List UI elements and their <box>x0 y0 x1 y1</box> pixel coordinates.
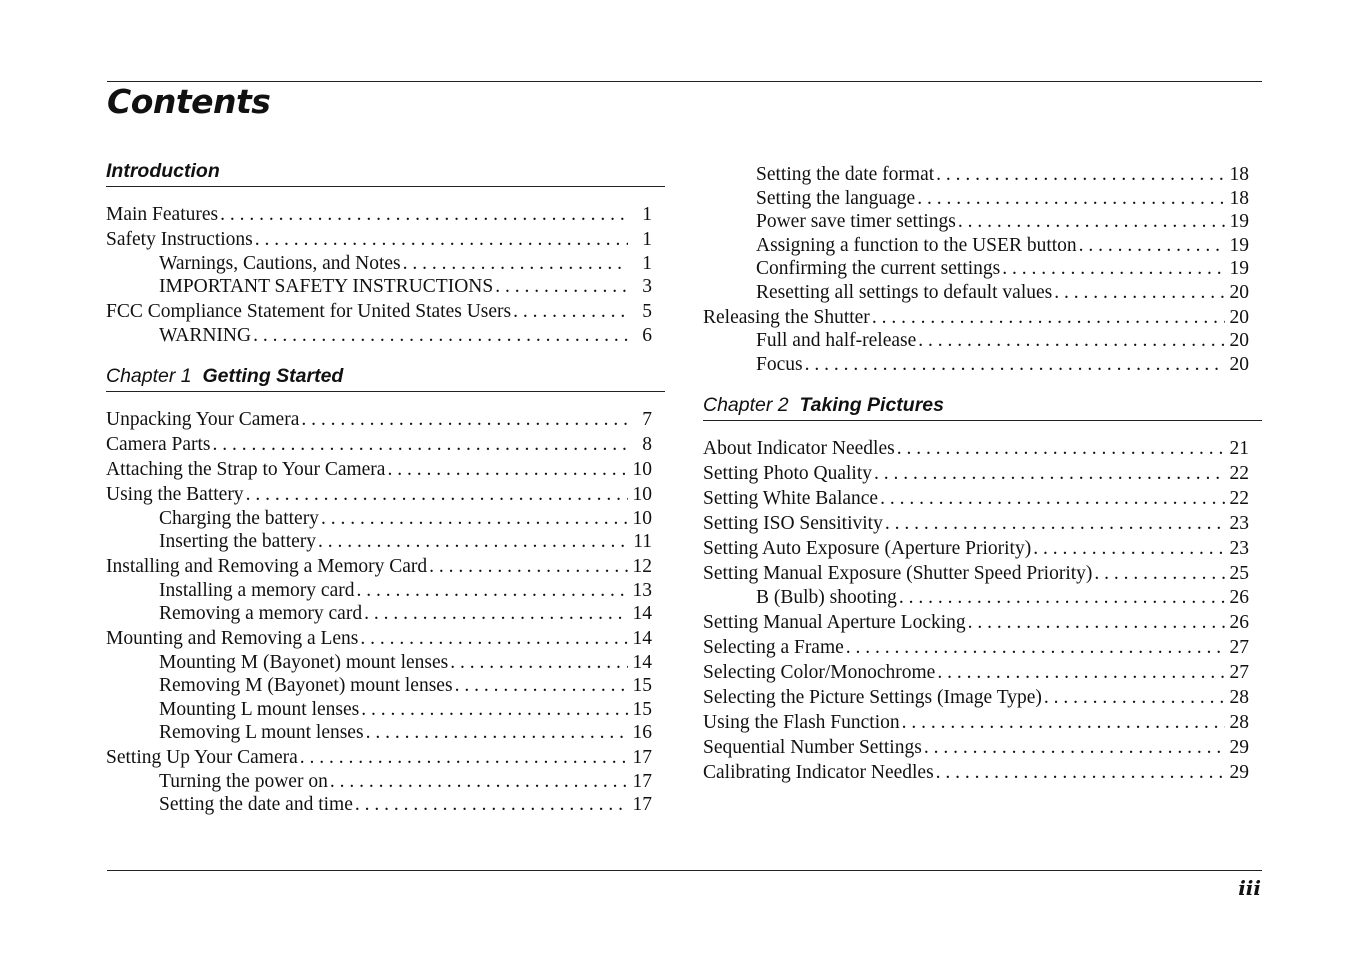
toc-entry-page: 17 <box>632 747 652 768</box>
dot-leader <box>513 300 628 324</box>
toc-entry-page: 15 <box>632 698 652 720</box>
toc-entry-page: 1 <box>642 229 652 250</box>
toc-entry-title: Installing a memory card <box>159 579 355 601</box>
dot-leader <box>1054 281 1225 305</box>
toc-entry-page: 20 <box>1229 281 1249 303</box>
toc-entry-title: Turning the power on <box>159 770 328 792</box>
toc-list <box>703 163 1249 376</box>
dot-leader <box>356 579 628 603</box>
toc-entry-page: 20 <box>1229 306 1249 328</box>
toc-entry-page: 12 <box>632 556 652 577</box>
toc-entry-title: Calibrating Indicator Needles <box>703 761 934 783</box>
toc-entry-page: 27 <box>1229 661 1249 683</box>
section-heading-introduction <box>106 160 665 187</box>
toc-entry-title: Setting White Balance <box>703 488 879 509</box>
toc-entry-title: FCC Compliance Statement for United States Users <box>106 301 512 322</box>
toc-entry-title: Focus <box>756 353 803 375</box>
toc-entry-page: 13 <box>632 579 652 601</box>
dot-leader <box>880 487 1225 511</box>
toc-entry-title: Safety Instructions <box>106 229 253 250</box>
toc-entry[interactable] <box>703 512 1249 536</box>
section-spacer <box>703 376 1262 394</box>
toc-left-column <box>106 160 665 817</box>
toc-entry-title: Mounting M (Bayonet) mount lenses <box>159 651 449 673</box>
toc-entry-page: 3 <box>642 276 652 297</box>
toc-entry[interactable] <box>106 324 652 348</box>
toc-entry[interactable] <box>106 579 652 603</box>
dot-leader <box>387 458 628 482</box>
toc-entry-page: 22 <box>1229 488 1249 509</box>
toc-entry-title: Setting Photo Quality <box>703 463 873 484</box>
dot-leader <box>846 636 1225 660</box>
toc-entry-title: Mounting and Removing a Lens <box>106 628 359 649</box>
dot-leader <box>301 408 628 432</box>
toc-entry-page: 16 <box>632 722 652 743</box>
dot-leader <box>897 437 1225 461</box>
dot-leader <box>318 530 628 554</box>
toc-entry-page: 25 <box>1229 563 1249 584</box>
toc-entry-title: Full and half-release <box>756 330 917 351</box>
dot-leader <box>1033 537 1225 561</box>
toc-entry[interactable] <box>703 329 1249 353</box>
toc-entry[interactable] <box>106 627 652 651</box>
toc-entry-title: Camera Parts <box>106 434 211 455</box>
toc-entry-title: Setting Auto Exposure (Aperture Priority) <box>703 538 1032 559</box>
toc-entry[interactable] <box>703 761 1249 785</box>
toc-entry[interactable] <box>703 163 1249 187</box>
dot-leader <box>924 736 1225 760</box>
toc-entry-page: 19 <box>1229 234 1249 256</box>
toc-entry[interactable] <box>106 300 652 324</box>
toc-entry[interactable] <box>703 711 1249 735</box>
toc-entry-title: Unpacking Your Camera <box>106 409 300 430</box>
dot-leader <box>874 462 1225 486</box>
toc-entry[interactable] <box>703 487 1249 511</box>
toc-entry-title: Releasing the Shutter <box>703 306 870 328</box>
toc-entry-page: 28 <box>1229 711 1249 733</box>
dot-leader <box>899 586 1225 610</box>
toc-entry-page: 15 <box>632 675 652 696</box>
section-title: Getting Started <box>202 365 344 387</box>
toc-entry-title: Resetting all settings to default values <box>756 281 1053 303</box>
toc-entry[interactable] <box>106 555 652 579</box>
section-heading-getting-started <box>106 365 665 392</box>
dot-leader <box>937 661 1225 685</box>
toc-entry-page: 21 <box>1229 438 1249 459</box>
toc-entry-page: 26 <box>1229 586 1249 608</box>
toc-entry-page: 11 <box>633 531 652 552</box>
toc-entry-title: Removing L mount lenses <box>159 722 364 743</box>
toc-entry[interactable] <box>106 530 652 554</box>
toc-right-column <box>703 163 1262 784</box>
toc-entry-title: Setting Manual Aperture Locking <box>703 611 966 633</box>
toc-entry-title: Setting the language <box>756 187 916 209</box>
chapter-number: Chapter 2 <box>703 394 789 416</box>
toc-entry-title: Setting the date and time <box>159 794 353 815</box>
toc-entry-page: 17 <box>632 794 652 815</box>
toc-entry-title: IMPORTANT SAFETY INSTRUCTIONS <box>159 276 494 297</box>
toc-list <box>106 408 652 817</box>
dot-leader <box>220 203 628 227</box>
toc-entry[interactable] <box>703 736 1249 760</box>
toc-entry-title: Selecting a Frame <box>703 636 844 658</box>
bottom-rule <box>107 870 1262 871</box>
toc-entry-title: Sequential Number Settings <box>703 736 922 758</box>
dot-leader <box>872 306 1225 330</box>
toc-entry-title: Setting Manual Exposure (Shutter Speed Priority) <box>703 563 1093 584</box>
dot-leader <box>355 793 628 817</box>
toc-entry[interactable] <box>703 661 1249 685</box>
toc-entry-page: 14 <box>632 603 652 624</box>
toc-entry[interactable] <box>703 187 1249 211</box>
toc-entry[interactable] <box>703 462 1249 486</box>
toc-entry[interactable] <box>703 686 1249 710</box>
toc-entry-page: 10 <box>632 507 652 529</box>
toc-entry-title: WARNING <box>159 324 252 346</box>
section-heading-taking-pictures <box>703 394 1262 421</box>
section-spacer <box>106 347 665 365</box>
dot-leader <box>805 353 1225 377</box>
dot-leader <box>300 746 628 770</box>
dot-leader <box>366 721 628 745</box>
toc-entry[interactable] <box>106 793 652 817</box>
toc-entry-page: 1 <box>642 252 652 274</box>
toc-entry[interactable] <box>106 228 652 252</box>
toc-entry-page: 28 <box>1229 686 1249 708</box>
toc-entry-page: 1 <box>642 204 652 225</box>
toc-entry[interactable] <box>106 651 652 675</box>
toc-entry-page: 20 <box>1229 330 1249 351</box>
toc-entry-title: Setting ISO Sensitivity <box>703 513 883 534</box>
toc-entry-page: 23 <box>1229 513 1249 534</box>
dot-leader <box>958 210 1225 234</box>
toc-entry[interactable] <box>703 281 1249 305</box>
toc-entry-page: 26 <box>1229 611 1249 633</box>
dot-leader <box>255 228 628 252</box>
toc-entry[interactable] <box>106 252 652 276</box>
toc-entry-title: B (Bulb) shooting <box>756 586 897 608</box>
dot-leader <box>360 627 628 651</box>
toc-list <box>703 437 1249 784</box>
toc-entry-title: Inserting the battery <box>159 531 317 552</box>
toc-entry-title: Assigning a function to the USER button <box>756 234 1077 256</box>
toc-entry-title: Using the Battery <box>106 484 244 505</box>
dot-leader <box>1094 562 1225 586</box>
dot-leader <box>364 602 628 626</box>
toc-entry[interactable] <box>703 257 1249 281</box>
dot-leader <box>330 770 628 794</box>
toc-entry[interactable] <box>106 746 652 770</box>
toc-entry-page: 10 <box>632 484 652 505</box>
toc-entry-page: 7 <box>642 409 652 430</box>
dot-leader <box>246 483 628 507</box>
toc-entry-title: Removing M (Bayonet) mount lenses <box>159 675 453 696</box>
chapter-number: Chapter 1 <box>106 365 192 387</box>
dot-leader <box>361 698 628 722</box>
toc-entry[interactable] <box>106 602 652 626</box>
toc-entry[interactable] <box>703 537 1249 561</box>
toc-entry[interactable] <box>106 698 652 722</box>
toc-entry[interactable] <box>703 353 1249 377</box>
toc-list <box>106 203 652 347</box>
toc-entry-page: 19 <box>1229 211 1249 232</box>
toc-entry-page: 29 <box>1229 761 1249 783</box>
toc-entry-page: 10 <box>632 459 652 480</box>
toc-entry-page: 8 <box>642 434 652 455</box>
toc-entry-page: 27 <box>1229 636 1249 658</box>
toc-entry-title: Setting Up Your Camera <box>106 747 298 768</box>
toc-entry-title: Main Features <box>106 204 219 225</box>
toc-entry[interactable] <box>703 586 1249 610</box>
toc-entry[interactable] <box>703 234 1249 258</box>
toc-entry-title: Mounting L mount lenses <box>159 698 360 720</box>
toc-entry-page: 6 <box>642 324 652 346</box>
toc-entry-title: Setting the date format <box>756 164 935 185</box>
toc-entry[interactable] <box>703 562 1249 586</box>
toc-entry-title: Power save timer settings <box>756 211 956 232</box>
toc-entry-page: 14 <box>632 628 652 649</box>
toc-entry[interactable] <box>106 458 652 482</box>
toc-entry-title: Installing and Removing a Memory Card <box>106 556 428 577</box>
dot-leader <box>918 329 1225 353</box>
page-number: iii <box>1238 876 1261 900</box>
dot-leader <box>936 163 1225 187</box>
dot-leader <box>885 512 1225 536</box>
dot-leader <box>403 252 628 276</box>
toc-entry[interactable] <box>106 770 652 794</box>
toc-entry-title: Warnings, Cautions, and Notes <box>159 252 401 274</box>
dot-leader <box>253 324 628 348</box>
toc-entry[interactable] <box>703 611 1249 635</box>
toc-entry[interactable] <box>106 674 652 698</box>
dot-leader <box>429 555 628 579</box>
dot-leader <box>1002 257 1225 281</box>
dot-leader <box>450 651 628 675</box>
toc-entry[interactable] <box>106 275 652 299</box>
toc-entry-page: 23 <box>1229 538 1249 559</box>
toc-entry-title: Using the Flash Function <box>703 711 900 733</box>
dot-leader <box>917 187 1225 211</box>
toc-entry-title: Attaching the Strap to Your Camera <box>106 459 386 480</box>
toc-entry-page: 18 <box>1229 164 1249 185</box>
toc-entry-title: Selecting Color/Monochrome <box>703 661 936 683</box>
toc-entry-page: 17 <box>632 770 652 792</box>
toc-entry[interactable] <box>106 483 652 507</box>
toc-entry[interactable] <box>703 210 1249 234</box>
toc-entry-title: Selecting the Picture Settings (Image Type) <box>703 686 1042 708</box>
toc-entry[interactable] <box>703 437 1249 461</box>
toc-entry[interactable] <box>703 636 1249 660</box>
section-title: Taking Pictures <box>799 394 944 416</box>
toc-entry-page: 19 <box>1229 258 1249 279</box>
top-rule <box>107 81 1262 82</box>
section-title: Introduction <box>106 160 220 182</box>
toc-entry-title: Confirming the current settings <box>756 258 1001 279</box>
dot-leader <box>936 761 1225 785</box>
dot-leader <box>902 711 1225 735</box>
toc-entry-page: 20 <box>1229 353 1249 375</box>
dot-leader <box>495 275 628 299</box>
toc-entry-page: 18 <box>1229 187 1249 209</box>
toc-entry-page: 29 <box>1229 736 1249 758</box>
toc-entry-title: Removing a memory card <box>159 603 363 624</box>
dot-leader <box>968 611 1225 635</box>
toc-entry[interactable] <box>106 203 652 227</box>
toc-entry[interactable] <box>106 721 652 745</box>
dot-leader <box>1079 234 1225 258</box>
toc-entry-title: About Indicator Needles <box>703 438 895 459</box>
page-title: Contents <box>107 82 271 121</box>
toc-entry[interactable] <box>106 507 652 531</box>
dot-leader <box>213 433 628 457</box>
dot-leader <box>455 674 628 698</box>
toc-entry[interactable] <box>106 433 652 457</box>
toc-entry-page: 22 <box>1229 463 1249 484</box>
toc-entry[interactable] <box>106 408 652 432</box>
toc-entry-page: 5 <box>642 301 652 322</box>
toc-entry-page: 14 <box>632 651 652 673</box>
dot-leader <box>321 507 628 531</box>
toc-entry-title: Charging the battery <box>159 507 319 529</box>
dot-leader <box>1044 686 1225 710</box>
toc-entry[interactable] <box>703 306 1249 330</box>
